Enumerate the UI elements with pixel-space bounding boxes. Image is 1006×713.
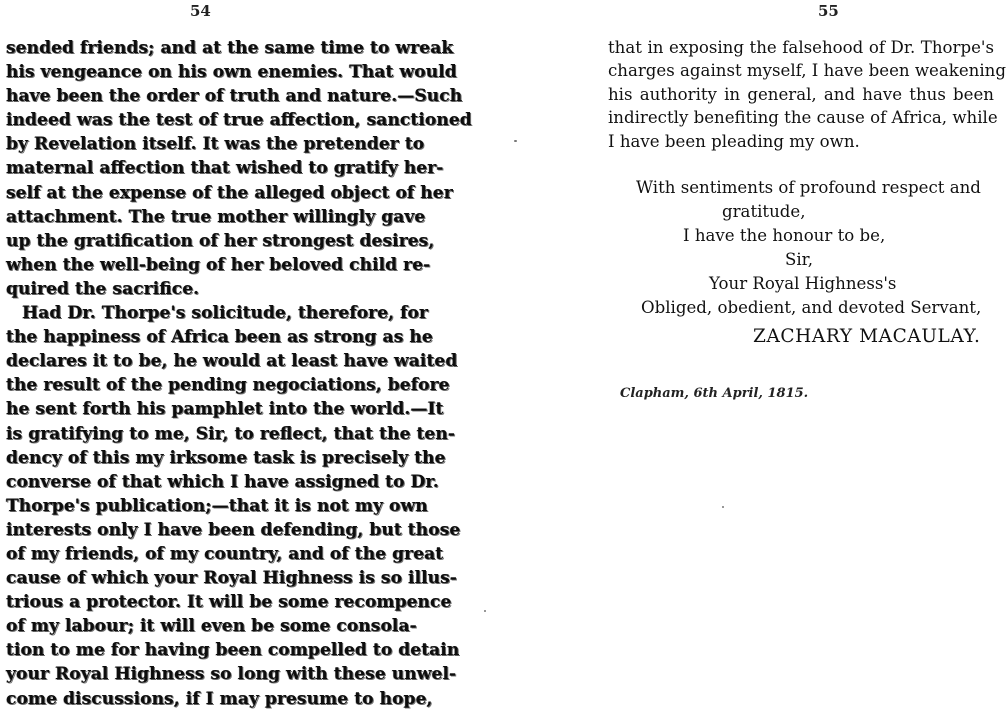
text-line: his authority in general, and have thus been — [608, 84, 994, 104]
closing-line: I have the honour to be, — [683, 226, 886, 245]
dateline-date: 6th April, 1815. — [693, 386, 809, 401]
text-line: dency of this my irksome task is precisely the — [6, 447, 446, 468]
text-line: tion to me for having been compelled to detain — [6, 640, 460, 661]
text-line: have been the order of truth and nature.—Such — [6, 86, 463, 107]
text-line: the happiness of Africa been as strong as he — [6, 327, 433, 348]
text-line: self at the expense of the alleged object of her — [6, 182, 453, 203]
right-page — [500, 0, 1006, 713]
closing-line: Sir, — [785, 250, 814, 269]
page-number-left: 54 — [190, 2, 211, 20]
scan-speck — [722, 506, 724, 508]
text-line: I have been pleading my own. — [608, 131, 860, 151]
text-line: indeed was the test of true affection, sanctioned — [6, 110, 472, 131]
page-number-right: 55 — [818, 2, 839, 20]
text-line: that in exposing the falsehood of Dr. Thorpe's — [608, 38, 994, 57]
text-line: interests only I have been defending, but those — [6, 519, 461, 540]
text-line: converse of that which I have assigned to Dr. — [6, 471, 439, 492]
dateline — [620, 386, 808, 401]
text-line: cause of which your Royal Highness is so illus- — [6, 568, 457, 589]
text-line: declares it to be, he would at least have waited — [6, 351, 458, 372]
text-line: when the well-being of her beloved child re- — [6, 254, 431, 275]
text-line: come discussions, if I may presume to hope, — [6, 688, 433, 709]
text-line: by Revelation itself. It was the pretender to — [6, 134, 425, 155]
text-line: Had Dr. Thorpe's solicitude, therefore, for — [22, 303, 429, 324]
text-line: sended friends; and at the same time to wreak — [6, 38, 454, 58]
text-line: trious a protector. It will be some recompence — [6, 592, 452, 613]
text-line: up the gratification of her strongest desires, — [6, 230, 435, 251]
left-page — [0, 0, 500, 713]
text-line: of my labour; it will even be some consola- — [6, 616, 417, 637]
text-line: attachment. The true mother willingly gave — [6, 206, 426, 227]
closing-line: With sentiments of profound respect and — [636, 178, 981, 197]
text-line: your Royal Highness so long with these unwel- — [6, 664, 457, 685]
text-line: is gratifying to me, Sir, to reflect, that the ten- — [6, 423, 455, 444]
dateline-place: Clapham, — [620, 386, 689, 401]
text-line: the result of the pending negociations, before — [6, 375, 450, 396]
scan-speck — [514, 140, 517, 142]
text-line: maternal affection that wished to gratify her- — [6, 158, 444, 179]
closing-line: Obliged, obedient, and devoted Servant, — [641, 298, 982, 317]
text-line: Thorpe's publication;—that it is not my own — [6, 495, 428, 516]
text-line: of my friends, of my country, and of the great — [6, 543, 444, 564]
text-line: he sent forth his pamphlet into the world.—It — [6, 399, 444, 420]
text-line: his vengeance on his own enemies. That would — [6, 62, 457, 83]
scan-speck — [484, 610, 486, 612]
text-line: indirectly benefiting the cause of Africa, while — [608, 108, 998, 128]
closing-line: Your Royal Highness's — [709, 274, 897, 293]
text-line: charges against myself, I have been weakening — [608, 61, 1006, 81]
right-body-text — [608, 36, 1006, 153]
signature: ZACHARY MACAULAY. — [753, 326, 981, 347]
text-line: quired the sacrifice. — [6, 278, 200, 299]
closing-line: gratitude, — [722, 202, 806, 221]
left-body-text — [6, 36, 472, 711]
